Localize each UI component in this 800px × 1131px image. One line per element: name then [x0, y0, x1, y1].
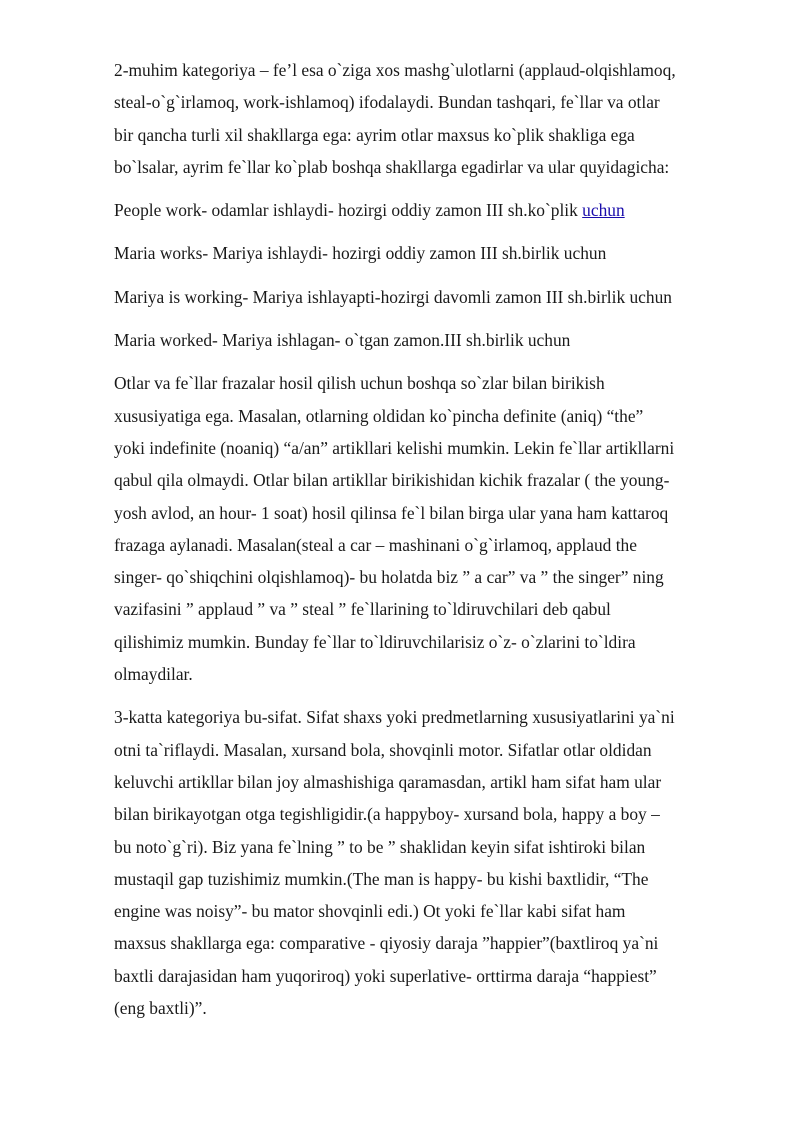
text-line: maxsus shakllarga ega: comparative - qiyosiy daraja ”happier”(baxtliroq ya`ni [114, 933, 659, 954]
paragraph-adjective-category [114, 701, 732, 1024]
text-line: People work- odamlar ishlaydi- hozirgi oddiy zamon III sh.ko`plik [114, 200, 583, 221]
text-line: baxtli darajasidan ham yuqoriroq) yoki superlative- orttirma daraja “happiest” [114, 965, 657, 986]
example-maria-works [114, 237, 732, 269]
text-line: frazaga aylanadi. Masalan(steal a car – mashinani o`g`irlamoq, applaud the [114, 534, 637, 555]
text-line: Maria worked- Mariya ishlagan- o`tgan zamon.III sh.birlik uchun [114, 330, 571, 351]
text-line: Mariya is working- Mariya ishlayapti-hozirgi davomli zamon III sh.birlik uchun [114, 286, 672, 307]
text-line: steal-o`g`irlamoq, work-ishlamoq) ifodalaydi. Bundan tashqari, fe`llar va otlar [114, 92, 660, 113]
text-line: Maria works- Mariya ishlaydi- hozirgi oddiy zamon III sh.birlik uchun [114, 243, 607, 264]
paragraph-phrases [114, 367, 732, 690]
text-line: otni ta`riflaydi. Masalan, xursand bola, shovqinli motor. Sifatlar otlar oldidan [114, 739, 652, 760]
document-page [114, 54, 732, 1035]
text-line: singer- qo`shiqchini olqishlamoq)- bu holatda biz ” a car” va ” the singer” ning [114, 567, 664, 588]
text-line: keluvchi artikllar bilan joy almashishiga qaramasdan, artikl ham sifat ham ular [114, 771, 662, 792]
text-line: qabul qila olmaydi. Otlar bilan artikllar birikishidan kichik frazalar ( the young- [114, 470, 670, 491]
text-line: mustaqil gap tuzishimiz mumkin.(The man is happy- bu kishi baxtlidir, “The [114, 868, 649, 889]
text-line: bir qancha turli xil shakllarga ega: ayrim otlar maxsus ko`plik shakliga ega [114, 124, 635, 145]
example-maria-worked [114, 324, 732, 356]
text-line: vazifasini ” applaud ” va ” steal ” fe`llarining to`ldiruvchilari deb qabul [114, 599, 611, 620]
uchun-link[interactable]: uchun [582, 200, 625, 221]
text-line: bilan birikayotgan otga tegishligidir.(a happyboy- xursand bola, happy a boy – [114, 804, 660, 825]
example-mariya-is-working [114, 281, 732, 313]
text-line: xususiyatiga ega. Masalan, otlarning oldidan ko`pincha definite (aniq) “the” [114, 405, 644, 426]
text-line: bo`lsalar, ayrim fe`llar ko`plab boshqa shakllarga egadirlar va ular quyidagicha: [114, 156, 670, 177]
text-line: olmaydilar. [114, 664, 193, 685]
text-line: yosh avlod, an hour- 1 soat) hosil qilinsa fe`l bilan birga ular yana ham kattaroq [114, 502, 669, 523]
text-line: yoki indefinite (noaniq) “a/an” artikllari kelishi mumkin. Lekin fe`llar artikllarni [114, 437, 675, 458]
text-line: bu noto`g`ri). Biz yana fe`lning ” to be ” shaklidan keyin sifat ishtiroki bilan [114, 836, 646, 857]
text-line: Otlar va fe`llar frazalar hosil qilish uchun boshqa so`zlar bilan birikish [114, 373, 605, 394]
text-line: 3-katta kategoriya bu-sifat. Sifat shaxs yoki predmetlarning xususiyatlarini ya`ni [114, 707, 675, 728]
text-line: qilishimiz mumkin. Bunday fe`llar to`ldiruvchilarisiz o`z- o`zlarini to`ldira [114, 631, 636, 652]
text-line: (eng baxtli)”. [114, 998, 207, 1019]
text-line: 2-muhim kategoriya – fe’l esa o`ziga xos mashg`ulotlarni (applaud-olqishlamoq, [114, 60, 676, 80]
example-people-work [114, 194, 732, 226]
paragraph-verb-category [114, 54, 732, 183]
text-line: engine was noisy”- bu mator shovqinli edi.) Ot yoki fe`llar kabi sifat ham [114, 901, 626, 922]
